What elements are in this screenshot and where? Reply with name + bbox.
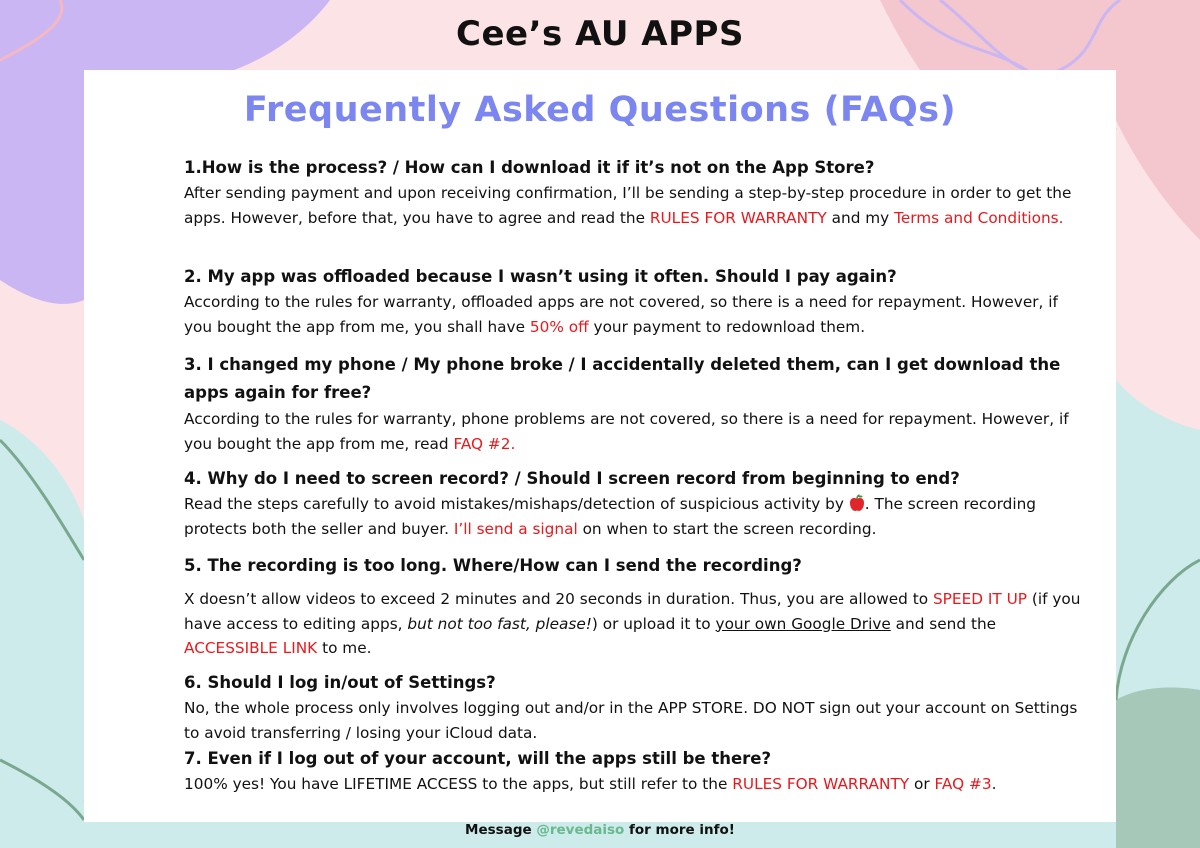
accessible-link-highlight: ACCESSIBLE LINK — [184, 639, 318, 657]
apple-icon — [849, 494, 865, 512]
faq-item-1 — [184, 155, 1084, 230]
answer-text: According to the rules for warranty, phone problems are not covered, so there is a need for repayment. However, if you bought the app from me, read — [184, 410, 1069, 453]
terms-and-conditions-link: Terms and Conditions. — [894, 208, 1064, 227]
app-title: Cee’s AU APPS — [456, 14, 744, 54]
faq-question: 3. I changed my phone / My phone broke / I accidentally deleted them, can I get download the apps again for free? — [184, 355, 1061, 402]
faq-answer — [184, 772, 1084, 797]
faq-answer — [184, 181, 1084, 230]
faq-item-7 — [184, 746, 1084, 797]
faq-item-6 — [184, 670, 1084, 745]
answer-text: to me. — [317, 639, 372, 657]
faq-answer — [184, 407, 1084, 456]
discount-highlight: 50% off — [529, 317, 589, 336]
faq-question: 1.How is the process? / How can I download it if it’s not on the App Store? — [184, 158, 875, 177]
answer-text: (if you have access to editing apps, — [184, 590, 1081, 633]
speed-it-up-highlight: SPEED IT UP — [932, 590, 1028, 608]
faq-question: 6. Should I log in/out of Settings? — [184, 673, 496, 692]
faq-item-5 — [184, 553, 1084, 661]
answer-text: ) or upload it to — [591, 614, 716, 633]
answer-text: X doesn’t allow videos to exceed 2 minutes and 20 seconds in duration. Thus, you are allowed to — [184, 590, 933, 608]
answer-italic-text: but not too fast, please! — [407, 614, 592, 633]
answer-text: your payment to redownload them. — [588, 317, 866, 336]
footer-suffix: for more info! — [624, 822, 735, 838]
answer-text: . — [991, 775, 997, 793]
faq-question: 4. Why do I need to screen record? / Should I screen record from beginning to end? — [184, 469, 960, 488]
answer-text: . The screen recording protects both the seller and buyer. — [184, 495, 1037, 538]
google-drive-text: your own Google Drive — [715, 614, 891, 633]
faq-3-link: FAQ #3 — [934, 775, 992, 793]
faq-answer — [184, 492, 1084, 541]
footer-prefix: Message — [465, 822, 537, 838]
faq-item-2 — [184, 264, 1084, 339]
footer-message — [0, 822, 1200, 838]
faq-answer — [184, 696, 1084, 745]
answer-text: No, the whole process only involves logging out and/or in the APP STORE. DO NOT sign out your account on Settings to avoid transferring / losing your iCloud data. — [184, 699, 1078, 742]
faq-item-4 — [184, 466, 1084, 541]
faq-2-link: FAQ #2. — [453, 434, 516, 453]
page-title: Frequently Asked Questions (FAQs) — [243, 90, 957, 130]
faq-answer — [184, 587, 1084, 661]
faq-answer — [184, 290, 1084, 339]
faq-item-3 — [184, 351, 1084, 456]
contact-handle: @revedaiso — [536, 822, 625, 838]
signal-highlight: I’ll send a signal — [453, 519, 578, 538]
answer-text: Read the steps carefully to avoid mistakes/mishaps/detection of suspicious activity by — [184, 495, 849, 513]
rules-for-warranty-link: RULES FOR WARRANTY — [649, 208, 827, 227]
answer-text: According to the rules for warranty, offloaded apps are not covered, so there is a need for repayment. However, if you bought the app from me, you shall have — [184, 293, 1058, 336]
faq-question: 7. Even if I log out of your account, will the apps still be there? — [184, 749, 772, 768]
rules-for-warranty-link: RULES FOR WARRANTY — [732, 775, 910, 793]
answer-text: and my — [826, 208, 895, 227]
answer-text: and send the — [890, 614, 997, 633]
answer-text: on when to start the screen recording. — [577, 519, 877, 538]
answer-text: 100% yes! You have LIFETIME ACCESS to the apps, but still refer to the — [184, 775, 733, 793]
faq-question: 2. My app was offloaded because I wasn’t using it often. Should I pay again? — [184, 267, 897, 286]
faq-question: 5. The recording is too long. Where/How can I send the recording? — [184, 556, 802, 575]
answer-text: or — [909, 775, 935, 793]
answer-text: After sending payment and upon receiving confirmation, I’ll be sending a step-by-step procedure in order to get the apps. However, before that, you have to agree and read the — [184, 184, 1072, 227]
